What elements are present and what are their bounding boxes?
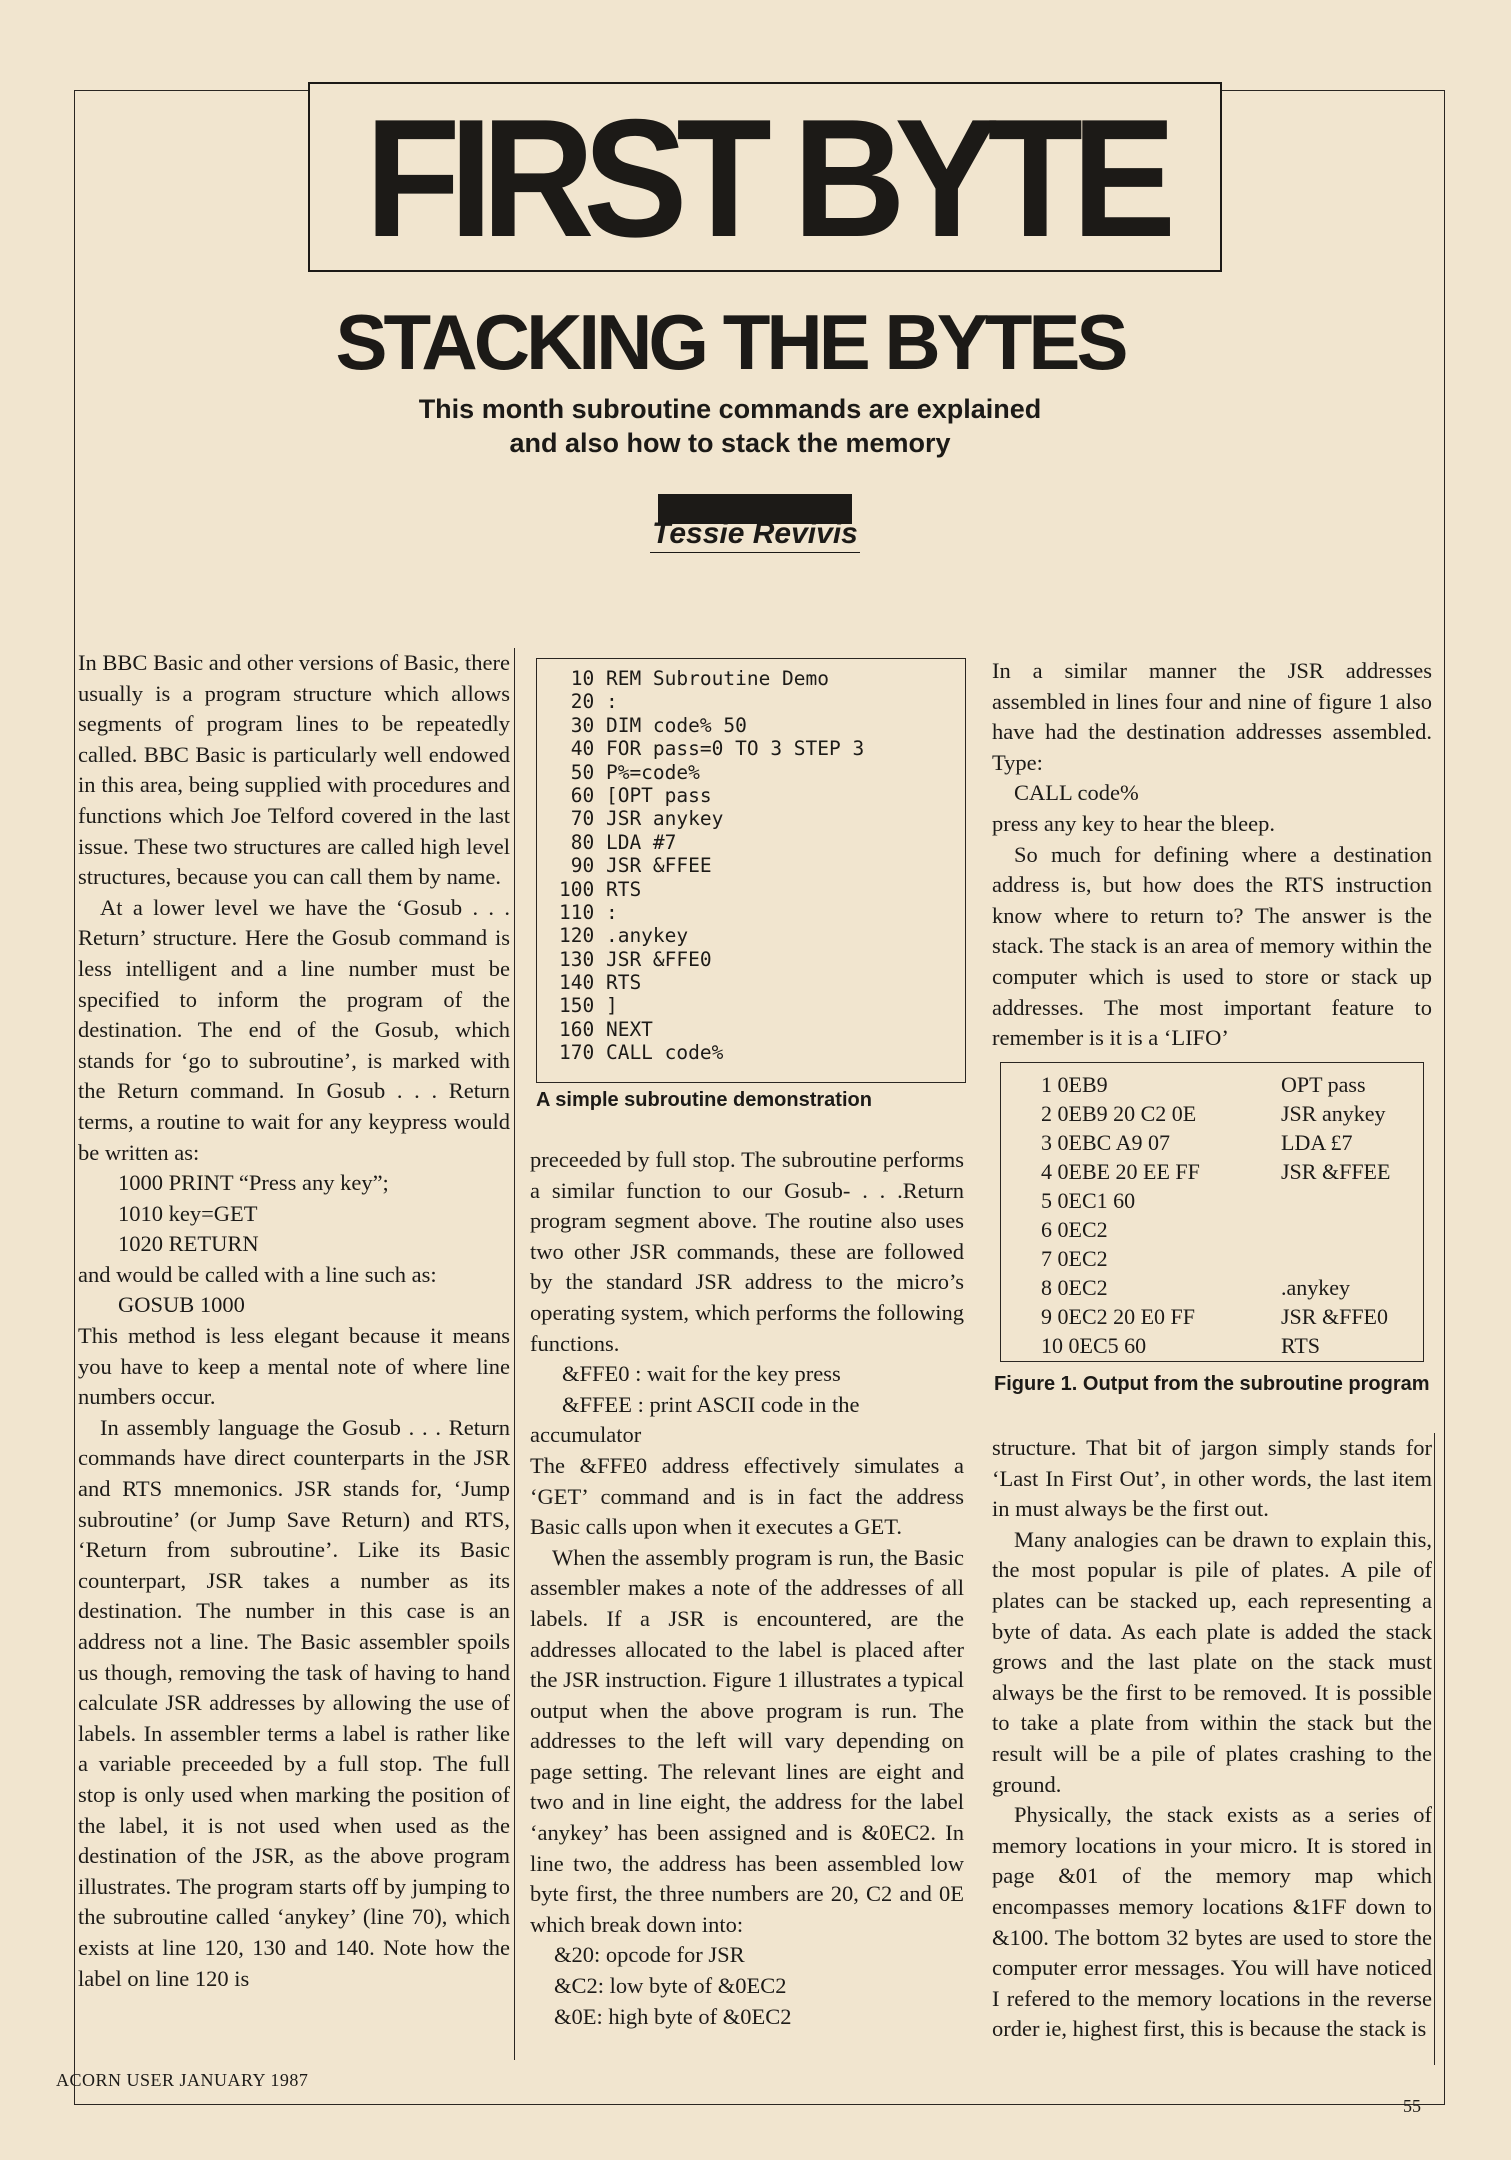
listing-line: 140 RTS bbox=[559, 971, 642, 995]
author-byline: Tessie Revivis bbox=[650, 516, 860, 553]
paragraph: When the assembly program is run, the Basic assembler makes a note of the addresses of all labels. If a JSR is encountered, are the addresses allocated to the label is placed after the JSR instruction. Figure 1 illustrates a typical output when the above program is run. The addresses to the left will vary depending on page setting. The relevant lines are eight and two and in line eight, the address for the label ‘anykey’ has been assigned and is &0EC2. In line two, the address has been assembled low byte first, the three numbers are 20, C2 and 0E which break down into: bbox=[530, 1544, 964, 1937]
subhead-line: This month subroutine commands are explained bbox=[418, 394, 1042, 424]
paragraph: &20: opcode for JSR bbox=[554, 1942, 745, 1968]
paragraph: &FFEE : print ASCII code in the accumulator bbox=[530, 1391, 860, 1448]
paragraph: 1000 PRINT “Press any key”; bbox=[118, 1170, 389, 1196]
paragraph: Many analogies can be drawn to explain this, the most popular is pile of plates. A pile of plates can be stacked up, each representing a byte of data. As each plate is added the stack grows and the last plate on the stack must always be the first to be removed. It is possible to take a plate from within the stack but the result will be a pile of plates crashing to the ground. bbox=[992, 1526, 1432, 1797]
page-number: 55 bbox=[1403, 2096, 1421, 2116]
article-headline: STACKING THE BYTES bbox=[335, 298, 1125, 386]
figure-row bbox=[1001, 1302, 1425, 1331]
figure-address: 8 0EC2 bbox=[1041, 1275, 1108, 1300]
subhead-line: and also how to stack the memory bbox=[509, 428, 951, 458]
figure-address: 7 0EC2 bbox=[1041, 1246, 1108, 1271]
column-3-bottom bbox=[992, 1433, 1435, 2065]
listing-line: 20 : bbox=[559, 690, 618, 714]
figure-1-caption: Figure 1. Output from the subroutine program bbox=[994, 1373, 1430, 1395]
figure-address: 6 0EC2 bbox=[1041, 1217, 1108, 1242]
article-subhead bbox=[380, 392, 1080, 460]
figure-row bbox=[1001, 1128, 1425, 1157]
listing-line: 10 REM Subroutine Demo bbox=[559, 667, 830, 690]
listing-line: 80 LDA #7 bbox=[559, 830, 677, 854]
paragraph: preceeded by full stop. The subroutine performs a similar function to our Gosub- . . .Return program segment above. The routine also uses two other JSR commands, these are followed by the standard JSR address to the micro’s operating system, which performs the following functions. bbox=[530, 1147, 964, 1356]
figure-row bbox=[1001, 1157, 1425, 1186]
listing-line: 70 JSR anykey bbox=[559, 807, 724, 831]
listing-line: 130 JSR &FFE0 bbox=[559, 947, 712, 971]
paragraph: At a lower level we have the ‘Gosub . . . Return’ structure. Here the Gosub command is less intelligent and a line number must be specified to inform the program of the destination. The end of the Gosub, which stands for ‘go to subroutine’, is marked with the Return command. In Gosub . . . Return terms, a routine to wait for any keypress would be written as: bbox=[78, 894, 510, 1165]
paragraph: 1020 RETURN bbox=[118, 1231, 259, 1257]
column-3-top bbox=[992, 656, 1432, 1054]
figure-row bbox=[1001, 1099, 1425, 1128]
listing-line: 40 FOR pass=0 TO 3 STEP 3 bbox=[559, 737, 865, 761]
paragraph: This method is less elegant because it means you have to keep a mental note of where line numbers occur. bbox=[78, 1323, 510, 1410]
program-listing bbox=[536, 658, 966, 1083]
paragraph: &C2: low byte of &0EC2 bbox=[554, 1973, 787, 1999]
figure-address: 2 0EB9 20 C2 0E bbox=[1041, 1101, 1197, 1126]
listing-line: 90 JSR &FFEE bbox=[559, 854, 712, 878]
paragraph: Physically, the stack exists as a series of memory locations in your micro. It is stored in page &01 of the memory map which encompasses memory locations &1FF down to &100. The bottom 32 bytes are used to store the computer error messages. You will have noticed I refered to the memory locations in the reverse order ie, highest first, this is because the stack is bbox=[992, 1802, 1432, 2042]
figure-address: 1 0EB9 bbox=[1041, 1072, 1108, 1097]
listing-line: 150 ] bbox=[559, 994, 618, 1018]
figure-address: 4 0EBE 20 EE FF bbox=[1041, 1159, 1200, 1184]
figure-instruction: .anykey bbox=[1281, 1275, 1351, 1300]
listing-line: 110 : bbox=[559, 900, 618, 924]
listing-line: 170 CALL code% bbox=[559, 1041, 724, 1065]
paragraph: &FFE0 : wait for the key press bbox=[562, 1361, 841, 1387]
figure-1-box bbox=[1000, 1062, 1424, 1362]
figure-address: 10 0EC5 60 bbox=[1041, 1333, 1147, 1358]
masthead-box bbox=[308, 82, 1222, 272]
listing-line: 30 DIM code% 50 bbox=[559, 713, 747, 737]
listing-line: 60 [OPT pass bbox=[559, 783, 712, 807]
column-2 bbox=[530, 1145, 964, 2032]
listing-caption: A simple subroutine demonstration bbox=[536, 1089, 872, 1111]
paragraph: In assembly language the Gosub . . . Return commands have direct counterparts in the JSR and RTS mnemonics. JSR stands for, ‘Jump subroutine’ (or Jump Save Return) and RTS, ‘Return from subroutine’. Like its Basic counterpart, JSR takes a number as its destination. The number in this case is an address not a line. The Basic assembler spoils us though, removing the task of having to hand calculate JSR addresses by allowing the use of labels. In assembler terms a label is rather like a variable preceeded by a full stop. The full stop is only used when marking the position of the label, it is not used when used as the destination of the JSR, as the above program illustrates. The program starts off by jumping to the subroutine called ‘anykey’ (line 70), which exists at line 120, 130 and 140. Note how the label on line 120 is bbox=[78, 1414, 510, 1991]
figure-instruction: LDA £7 bbox=[1281, 1130, 1353, 1155]
figure-address: 3 0EBC A9 07 bbox=[1041, 1130, 1170, 1155]
footer-issue: ACORN USER JANUARY 1987 bbox=[56, 2070, 309, 2090]
paragraph: structure. That bit of jargon simply stands for ‘Last In First Out’, in other words, the last item in must always be the first out. bbox=[992, 1435, 1432, 1522]
figure-instruction: JSR &FFE0 bbox=[1281, 1304, 1388, 1329]
paragraph: So much for defining where a destination address is, but how does the RTS instruction know where to return to? The answer is the stack. The stack is an area of memory within the computer which is used to store or stack up addresses. The most important feature to remember is it is a ‘LIFO’ bbox=[992, 841, 1432, 1051]
paragraph: The &FFE0 address effectively simulates a ‘GET’ command and is in fact the address Basic calls upon when it executes a GET. bbox=[530, 1452, 964, 1540]
figure-instruction: JSR anykey bbox=[1281, 1101, 1386, 1126]
figure-row bbox=[1001, 1273, 1425, 1302]
masthead-title: FIRST BYTE bbox=[365, 84, 1165, 272]
figure-row bbox=[1001, 1215, 1425, 1244]
figure-row bbox=[1001, 1070, 1425, 1099]
listing-line: 50 P%=code% bbox=[559, 760, 700, 784]
figure-row bbox=[1001, 1331, 1425, 1360]
figure-instruction: RTS bbox=[1281, 1333, 1321, 1358]
figure-row bbox=[1001, 1186, 1425, 1215]
figure-instruction: OPT pass bbox=[1281, 1072, 1366, 1097]
column-1 bbox=[78, 648, 515, 2060]
figure-row bbox=[1001, 1244, 1425, 1273]
listing-line: 100 RTS bbox=[559, 877, 642, 901]
listing-line: 160 NEXT bbox=[559, 1017, 653, 1041]
paragraph: press any key to hear the bleep. bbox=[992, 810, 1276, 836]
paragraph: CALL code% bbox=[1014, 780, 1139, 806]
paragraph: and would be called with a line such as: bbox=[78, 1261, 437, 1287]
paragraph: GOSUB 1000 bbox=[118, 1292, 245, 1318]
figure-address: 9 0EC2 20 E0 FF bbox=[1041, 1304, 1196, 1329]
figure-instruction: JSR &FFEE bbox=[1281, 1159, 1391, 1184]
paragraph: In BBC Basic and other versions of Basic, there usually is a program structure which allows segments of program lines to be repeatedly called. BBC Basic is particularly well endowed in this area, being supplied with procedures and functions which Joe Telford covered in the last issue. These two structures are called high level structures, because you can call them by name. bbox=[78, 650, 510, 890]
figure-address: 5 0EC1 60 bbox=[1041, 1188, 1136, 1213]
paragraph: In a similar manner the JSR addresses assembled in lines four and nine of figure 1 also have had the destination addresses assembled. Type: bbox=[992, 658, 1432, 775]
listing-line: 120 .anykey bbox=[559, 924, 689, 948]
paragraph: &0E: high byte of &0EC2 bbox=[554, 2003, 792, 2029]
paragraph: 1010 key=GET bbox=[118, 1200, 258, 1226]
